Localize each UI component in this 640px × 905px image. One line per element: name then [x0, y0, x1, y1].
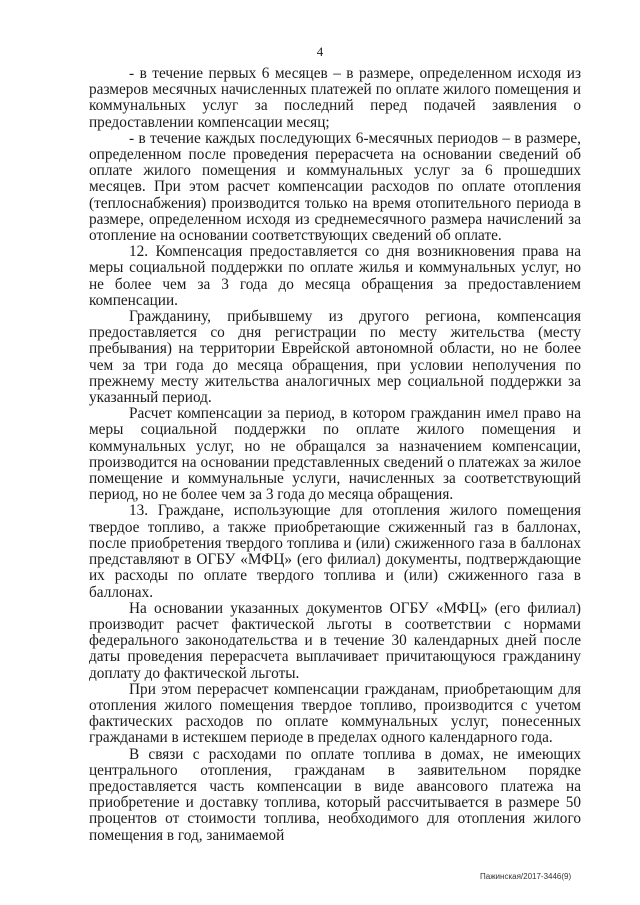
- page-number: 4: [316, 44, 324, 59]
- footer-reference: Пажинская/2017-3446(9): [480, 872, 572, 881]
- document-body: [89, 66, 581, 844]
- paragraph-solid-fuel: При этом перерасчет компенсации гражданам, приобретающим для отопления жилого помещения твердое топливо, производится с учетом фактических расходов по оплате коммунальных услуг, понесенных гражданами в истекшем периоде в пределах одного календарного года.: [89, 680, 581, 747]
- paragraph-mfc-recalculation: На основании указанных документов ОГБУ «МФЦ» (его филиал) производит расчет фактической льготы в соответствии с нормами федерального законодательства и в течение 30 календарных дней после даты проведения перерасчета выплачивает причитающуюся гражданину доплату до фактической льготы.: [89, 599, 581, 682]
- paragraph-advance-payment: В связи с расходами по оплате топлива в домах, не имеющих центрального отопления, гражданам в заявительном порядке предоставляется часть компенсации в виде авансового платежа на приобретение и доставку топлива, который рассчитывается в размере 50 процентов от стоимости топлива, необходимого для отопления жилого помещения в год, занимаемой: [89, 745, 581, 844]
- paragraph-item-12: 12. Компенсация предоставляется со дня возникновения права на меры социальной поддержки по оплате жилья и коммунальных услуг, но не более чем за 3 года до месяца обращения за предоставлением компенсации.: [89, 243, 581, 309]
- paragraph-first-months: - в течение первых 6 месяцев – в размере, определенном исходя из размеров месячных начисленных платежей по оплате жилого помещения и коммунальных услуг за последний перед подачей заявления о предоставлении компенсации месяц;: [89, 65, 581, 131]
- paragraph-subsequent-periods: - в течение каждых последующих 6-месячных периодов – в размере, определенном после проведения перерасчета на основании сведений об оплате жилого помещения и коммунальных услуг за 6 прошедших месяцев. При этом расчет компенсации расходов по оплате отопления (теплоснабжения) производится только на время отопительного периода в размере, определенном исходя из среднемесячного размера начислений за отопление на основании соответствующих сведений об оплате.: [89, 129, 581, 245]
- paragraph-other-region: Гражданину, прибывшему из другого региона, компенсация предоставляется со дня регистрации по месту жительства (месту пребывания) на территории Еврейской автономной области, но не более чем за три года до месяца обращения, при условии неполучения по прежнему месту жительства аналогичных мер социальной поддержки за указанный период.: [89, 308, 581, 407]
- paragraph-calculation-period: Расчет компенсации за период, в котором гражданин имел право на меры социальной поддержки по оплате жилого помещения и коммунальных услуг, но не обращался за назначением компенсации, производится на основании представленных сведений о платежах за жилое помещение и коммунальные услуги, начисленных за соответствующий период, но не более чем за 3 года до месяца обращения.: [89, 405, 581, 504]
- paragraph-item-13: 13. Граждане, использующие для отопления жилого помещения твердое топливо, а также приобретающие сжиженный газ в баллонах, после приобретения твердого топлива и (или) сжиженного газа в баллонах представляют в ОГБУ «МФЦ» (его филиал) документы, подтверждающие их расходы по оплате твердого топлива и (или) сжиженного газа в баллонах.: [89, 502, 581, 601]
